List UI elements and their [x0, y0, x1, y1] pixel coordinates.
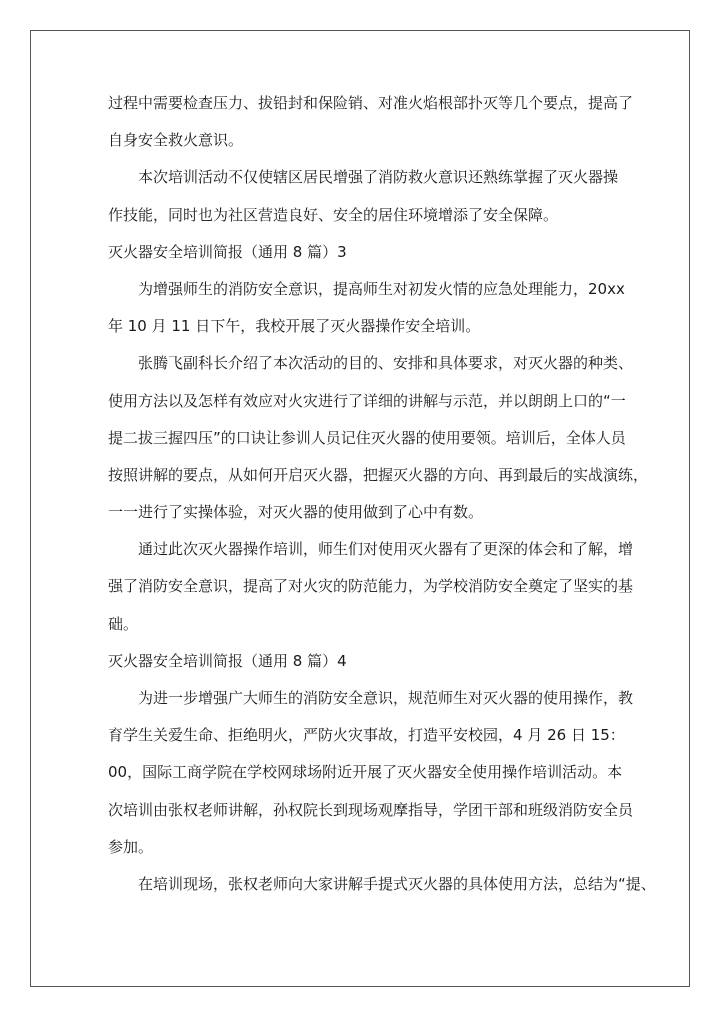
text-line: 一一进行了实操体验，对灭火器的使用做到了心中有数。	[108, 503, 484, 522]
text-line: 作技能，同时也为社区营造良好、安全的居住环境增添了安全保障。	[108, 205, 559, 224]
text-line: 过程中需要检查压力、拔铅封和保险销、对准火焰根部扑灭等几个要点，提高了	[108, 94, 634, 112]
document-body	[108, 93, 656, 894]
text-line: 通过此次灭火器操作培训，师生们对使用灭火器有了更深的体会和了解，增	[138, 540, 634, 559]
text-line: 在培训现场，张权老师向大家讲解手提式灭火器的具体使用方法，总结为“提、	[138, 874, 656, 893]
text-line: 使用方法以及怎样有效应对火灾进行了详细的讲解与示范，并以朗朗上口的“一	[108, 391, 626, 410]
text-line: 育学生关爱生命、拒绝明火，严防火灾事故，打造平安校园，4 月 26 日 15：	[108, 726, 625, 745]
section-heading: 灭火器安全培训简报（通用 8 篇）3	[108, 242, 347, 261]
text-line: 张腾飞副科长介绍了本次活动的目的、安排和具体要求，对灭火器的种类、	[138, 354, 634, 373]
section-heading: 灭火器安全培训简报（通用 8 篇）4	[108, 651, 347, 670]
text-line: 00，国际工商学院在学校网球场附近开展了灭火器安全使用操作培训活动。本	[108, 763, 623, 782]
text-line: 础。	[108, 614, 139, 633]
text-line: 次培训由张权老师讲解，孙权院长到现场观摩指导，学团干部和班级消防安全员	[108, 800, 634, 819]
text-line: 提二拔三握四压”的口诀让参训人员记住灭火器的使用要领。培训后，全体人员	[108, 428, 626, 447]
text-line: 参加。	[108, 837, 154, 856]
text-line: 自身安全救火意识。	[108, 131, 244, 150]
text-line: 本次培训活动不仅使辖区居民增强了消防救火意识还熟练掌握了灭火器操	[138, 168, 619, 187]
text-line: 强了消防安全意识，提高了对火灾的防范能力，为学校消防安全奠定了坚实的基	[108, 577, 634, 596]
text-line: 年 10 月 11 日下午，我校开展了灭火器操作安全培训。	[108, 317, 481, 336]
text-line: 为增强师生的消防安全意识，提高师生对初发火情的应急处理能力，20xx	[138, 279, 625, 298]
text-line: 按照讲解的要点，从如何开启灭火器，把握灭火器的方向、再到最后的实战演练，	[108, 465, 649, 484]
text-line: 为进一步增强广大师生的消防安全意识，规范师生对灭火器的使用操作，教	[138, 689, 634, 707]
